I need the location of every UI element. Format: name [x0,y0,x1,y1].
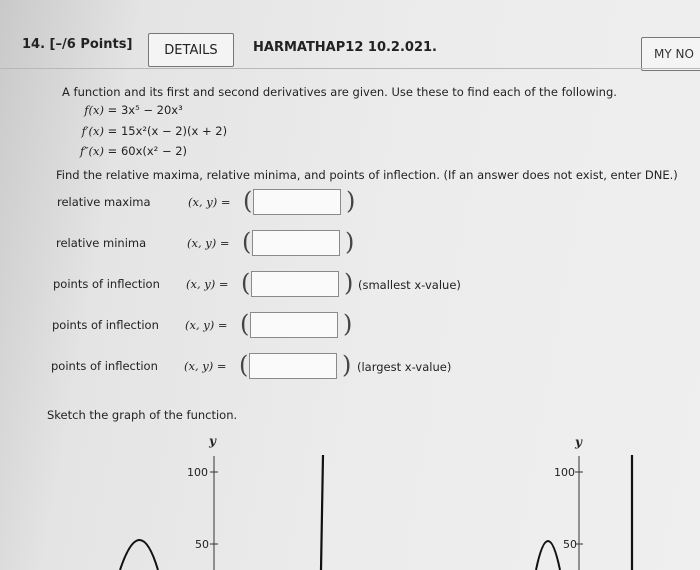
answer-prefix: (x, y) = [187,236,230,250]
open-paren: ( [239,351,249,379]
inflection-smallest-input[interactable] [251,271,339,297]
question-number: 14. [–/6 Points] [22,37,133,52]
instruction-text: Find the relative maxima, relative minima, and points of inflection. (If an answer does not exist, enter DNE.) [56,168,678,182]
answer-prefix: (x, y) = [184,359,227,373]
curve-hump [536,541,560,570]
close-paren: ) [346,187,356,215]
answer-note-largest: (largest x-value) [357,360,452,374]
open-paren: ( [242,228,252,256]
y-axis-label: y [209,434,216,448]
relative-minima-input[interactable] [252,230,340,256]
answer-prefix: (x, y) = [188,195,231,209]
equation-f [64,103,183,117]
sketch-prompt: Sketch the graph of the function. [47,408,238,422]
close-paren: ) [345,228,355,256]
equation-rhs: = 3x⁵ − 20x³ [107,103,183,117]
relative-maxima-input[interactable] [253,189,341,215]
equation-lhs: f′(x) [81,124,104,138]
answer-label-inflection-1: points of inflection [53,277,160,291]
answer-label-inflection-2: points of inflection [52,318,159,332]
equation-f-prime [64,124,227,138]
close-paren: ) [342,351,352,379]
open-paren: ( [241,269,251,297]
equation-f-double-prime [64,144,187,158]
answer-prefix: (x, y) = [186,277,229,291]
answer-label-inflection-3: points of inflection [51,359,158,373]
equation-rhs: = 60x(x² − 2) [107,144,188,158]
close-paren: ) [343,310,353,338]
open-paren: ( [243,187,253,215]
equation-lhs: f(x) [84,103,104,117]
graph-option-2[interactable] [520,430,700,570]
answer-label-relative-maxima: relative maxima [57,195,151,209]
answer-prefix: (x, y) = [185,318,228,332]
close-paren: ) [344,269,354,297]
answer-note-smallest: (smallest x-value) [358,278,461,292]
answer-label-relative-minima: relative minima [56,236,147,250]
tick-label-50: 50 [195,538,209,551]
question-id: HARMATHAP12 10.2.021. [253,40,437,55]
open-paren: ( [240,310,250,338]
inflection-middle-input[interactable] [250,312,338,338]
inflection-largest-input[interactable] [249,353,337,379]
tick-label-100: 100 [187,466,208,479]
tick-label-50: 50 [563,538,577,551]
equation-rhs: = 15x²(x − 2)(x + 2) [107,124,228,138]
my-notes-button[interactable]: MY NO [641,37,700,71]
y-axis-label: y [575,435,582,449]
header-divider [0,68,700,69]
curve-vertical [321,455,323,570]
equation-lhs: f″(x) [79,144,104,158]
graph-1-plot [100,430,350,570]
curve-hump [120,540,158,570]
details-button[interactable]: DETAILS [148,33,234,67]
problem-intro: A function and its first and second derivatives are given. Use these to find each of the following. [62,85,617,99]
graph-2-plot [520,430,700,570]
graph-option-1[interactable] [100,430,350,570]
tick-label-100: 100 [554,466,575,479]
